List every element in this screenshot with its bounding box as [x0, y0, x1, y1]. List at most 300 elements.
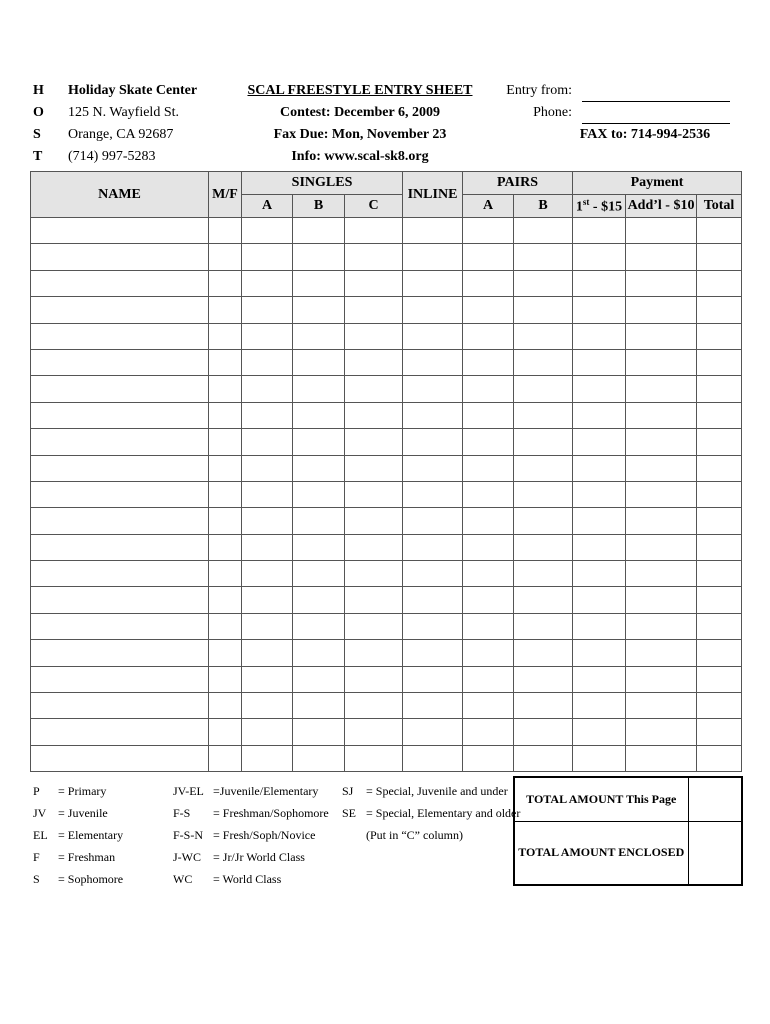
entry-cell[interactable]: [345, 349, 403, 375]
entry-cell[interactable]: [463, 297, 514, 323]
entry-cell[interactable]: [293, 587, 345, 613]
entry-cell[interactable]: [463, 349, 514, 375]
entry-cell[interactable]: [209, 666, 242, 692]
col-total: Total: [697, 195, 742, 218]
entry-cell[interactable]: [209, 587, 242, 613]
host-letter: S: [33, 127, 41, 142]
entry-cell[interactable]: [514, 719, 573, 745]
entry-cell[interactable]: [403, 719, 463, 745]
entry-cell[interactable]: [514, 402, 573, 428]
entry-cell[interactable]: [463, 666, 514, 692]
legend-desc: = Sophomore: [58, 872, 124, 886]
legend-codes-2: [173, 780, 213, 890]
host-letter: T: [33, 149, 43, 164]
entry-cell[interactable]: [345, 297, 403, 323]
entry-cell[interactable]: [697, 719, 742, 745]
entry-cell[interactable]: [293, 349, 345, 375]
entry-cell[interactable]: [345, 402, 403, 428]
entry-cell[interactable]: [514, 376, 573, 402]
entry-cell[interactable]: [242, 719, 293, 745]
entry-cell[interactable]: [626, 376, 697, 402]
host-letter: O: [33, 105, 44, 120]
entry-cell[interactable]: [463, 218, 514, 244]
entry-cell[interactable]: [345, 719, 403, 745]
entry-cell[interactable]: [31, 455, 209, 481]
entry-cell[interactable]: [573, 719, 626, 745]
entry-cell[interactable]: [403, 481, 463, 507]
legend-code: JV-EL: [173, 784, 204, 798]
entry-cell[interactable]: [293, 481, 345, 507]
entry-cell[interactable]: [463, 270, 514, 296]
entry-row: [31, 376, 742, 402]
entry-row: [31, 666, 742, 692]
entry-cell[interactable]: [697, 270, 742, 296]
entry-cell[interactable]: [514, 297, 573, 323]
col-singles-a: A: [242, 195, 293, 218]
entry-cell[interactable]: [209, 534, 242, 560]
entry-cell[interactable]: [573, 455, 626, 481]
entry-cell[interactable]: [463, 587, 514, 613]
entry-cell[interactable]: [31, 244, 209, 270]
entry-cell[interactable]: [345, 561, 403, 587]
entry-cell[interactable]: [697, 429, 742, 455]
totals-box: [513, 776, 743, 886]
entry-cell[interactable]: [514, 534, 573, 560]
entry-cell[interactable]: [626, 666, 697, 692]
legend-code: P: [33, 784, 40, 798]
entry-cell[interactable]: [626, 270, 697, 296]
entry-cell[interactable]: [293, 534, 345, 560]
entry-cell[interactable]: [697, 613, 742, 639]
entry-cell[interactable]: [242, 534, 293, 560]
entry-cell[interactable]: [31, 297, 209, 323]
legend-code: [342, 824, 364, 846]
entry-cell[interactable]: [293, 455, 345, 481]
entry-cell[interactable]: [209, 561, 242, 587]
entry-cell[interactable]: [573, 218, 626, 244]
entry-cell[interactable]: [514, 244, 573, 270]
entry-cell[interactable]: [293, 218, 345, 244]
entry-cell[interactable]: [403, 297, 463, 323]
entry-cell[interactable]: [242, 376, 293, 402]
entry-cell[interactable]: [463, 745, 514, 771]
entry-cell[interactable]: [31, 508, 209, 534]
legend-code: F: [33, 850, 40, 864]
legend-codes-1: [33, 780, 53, 890]
entry-row: [31, 481, 742, 507]
entry-cell[interactable]: [697, 587, 742, 613]
entry-cell[interactable]: [345, 587, 403, 613]
entry-row: [31, 640, 742, 666]
legend-desc-2: [213, 780, 338, 890]
entry-cell[interactable]: [293, 745, 345, 771]
total-this-page-label: TOTAL AMOUNT This Page: [514, 777, 688, 821]
entry-cell[interactable]: [463, 640, 514, 666]
entry-cell[interactable]: [463, 323, 514, 349]
entry-cell[interactable]: [403, 587, 463, 613]
entry-cell[interactable]: [403, 613, 463, 639]
entry-row: [31, 244, 742, 270]
entry-cell[interactable]: [293, 270, 345, 296]
entry-cell[interactable]: [209, 323, 242, 349]
entry-row: [31, 693, 742, 719]
entry-cell[interactable]: [31, 349, 209, 375]
entry-cell[interactable]: [697, 561, 742, 587]
entry-cell[interactable]: [31, 218, 209, 244]
legend-desc: = Juvenile: [58, 806, 108, 820]
entry-cell[interactable]: [626, 218, 697, 244]
entry-cell[interactable]: [626, 349, 697, 375]
host-street: 125 N. Wayfield St.: [68, 105, 179, 120]
entry-cell[interactable]: [573, 481, 626, 507]
entry-cell[interactable]: [31, 745, 209, 771]
entry-cell[interactable]: [626, 244, 697, 270]
entry-cell[interactable]: [463, 244, 514, 270]
entry-cell[interactable]: [31, 429, 209, 455]
entry-cell[interactable]: [242, 613, 293, 639]
entry-cell[interactable]: [573, 270, 626, 296]
entry-rows: [31, 218, 742, 772]
entry-labels: [480, 80, 572, 124]
entry-cell[interactable]: [209, 402, 242, 428]
entry-cell[interactable]: [626, 640, 697, 666]
entry-cell[interactable]: [463, 534, 514, 560]
entry-cell[interactable]: [242, 455, 293, 481]
entry-cell[interactable]: [345, 666, 403, 692]
sheet-heading: [230, 80, 490, 168]
entry-cell[interactable]: [293, 376, 345, 402]
entry-cell[interactable]: [626, 297, 697, 323]
entry-cell[interactable]: [514, 508, 573, 534]
entry-row: [31, 218, 742, 244]
entry-cell[interactable]: [514, 481, 573, 507]
entry-lines: [582, 80, 730, 124]
legend-code: SJ: [342, 784, 354, 798]
entry-cell[interactable]: [31, 376, 209, 402]
entry-cell[interactable]: [697, 455, 742, 481]
entry-cell[interactable]: [293, 561, 345, 587]
legend-desc: = Freshman: [58, 850, 116, 864]
entry-cell[interactable]: [626, 481, 697, 507]
entry-row: [31, 270, 742, 296]
entry-cell[interactable]: [697, 693, 742, 719]
entry-cell[interactable]: [573, 534, 626, 560]
entry-cell[interactable]: [514, 745, 573, 771]
entry-cell[interactable]: [242, 508, 293, 534]
entry-cell[interactable]: [293, 429, 345, 455]
entry-cell[interactable]: [697, 349, 742, 375]
entry-cell[interactable]: [293, 508, 345, 534]
entry-cell[interactable]: [514, 349, 573, 375]
entry-cell[interactable]: [209, 693, 242, 719]
entry-cell[interactable]: [463, 561, 514, 587]
entry-cell[interactable]: [345, 508, 403, 534]
entry-cell[interactable]: [514, 429, 573, 455]
entry-cell[interactable]: [345, 613, 403, 639]
col-payment: Payment: [573, 172, 742, 195]
entry-cell[interactable]: [573, 587, 626, 613]
entry-cell[interactable]: [697, 244, 742, 270]
entry-cell[interactable]: [626, 745, 697, 771]
entry-cell[interactable]: [209, 376, 242, 402]
total-enclosed-field[interactable]: [688, 821, 742, 885]
entry-cell[interactable]: [573, 402, 626, 428]
entry-cell[interactable]: [209, 508, 242, 534]
entry-cell[interactable]: [514, 640, 573, 666]
entry-cell[interactable]: [345, 455, 403, 481]
entry-cell[interactable]: [242, 270, 293, 296]
entry-cell[interactable]: [573, 349, 626, 375]
entry-cell[interactable]: [403, 455, 463, 481]
entry-cell[interactable]: [573, 561, 626, 587]
entry-cell[interactable]: [31, 402, 209, 428]
entry-cell[interactable]: [293, 402, 345, 428]
entry-cell[interactable]: [403, 534, 463, 560]
entry-cell[interactable]: [209, 270, 242, 296]
col-first-fee: 1st - $15: [573, 195, 626, 218]
legend-code: J-WC: [173, 850, 201, 864]
entry-cell[interactable]: [31, 561, 209, 587]
entry-cell[interactable]: [242, 323, 293, 349]
entry-cell[interactable]: [293, 613, 345, 639]
entry-cell[interactable]: [209, 218, 242, 244]
fax-number: FAX to: 714-994-2536: [579, 127, 711, 142]
entry-cell[interactable]: [626, 719, 697, 745]
entry-cell[interactable]: [31, 323, 209, 349]
entry-cell[interactable]: [293, 693, 345, 719]
entry-row: [31, 429, 742, 455]
legend-code: S: [33, 872, 40, 886]
entry-cell[interactable]: [463, 429, 514, 455]
col-singles: SINGLES: [242, 172, 403, 195]
entry-cell[interactable]: [403, 402, 463, 428]
entry-cell[interactable]: [573, 508, 626, 534]
entry-cell[interactable]: [293, 244, 345, 270]
entry-cell[interactable]: [242, 402, 293, 428]
entry-cell[interactable]: [209, 429, 242, 455]
total-this-page-field[interactable]: [688, 777, 742, 821]
entry-cell[interactable]: [209, 745, 242, 771]
legend-code: JV: [33, 806, 47, 820]
entry-cell[interactable]: [573, 297, 626, 323]
entry-cell[interactable]: [463, 613, 514, 639]
entry-cell[interactable]: [31, 587, 209, 613]
legend-code: F-S: [173, 806, 191, 820]
legend-desc: = Elementary: [58, 828, 124, 842]
entry-cell[interactable]: [697, 297, 742, 323]
entry-cell[interactable]: [403, 323, 463, 349]
entry-cell[interactable]: [626, 534, 697, 560]
entry-cell[interactable]: [514, 270, 573, 296]
entry-cell[interactable]: [697, 402, 742, 428]
entry-row: [31, 561, 742, 587]
entry-cell[interactable]: [514, 693, 573, 719]
entry-cell[interactable]: [242, 349, 293, 375]
phone-field[interactable]: [582, 102, 730, 124]
entry-cell[interactable]: [463, 508, 514, 534]
entry-cell[interactable]: [242, 429, 293, 455]
entry-cell[interactable]: [626, 402, 697, 428]
entry-cell[interactable]: [403, 218, 463, 244]
entry-cell[interactable]: [31, 640, 209, 666]
entry-cell[interactable]: [514, 455, 573, 481]
entry-cell[interactable]: [626, 561, 697, 587]
entry-from-field[interactable]: [582, 80, 730, 102]
entry-from-label: Entry from:: [506, 83, 572, 98]
entry-cell[interactable]: [573, 323, 626, 349]
entry-cell[interactable]: [242, 693, 293, 719]
entry-cell[interactable]: [293, 666, 345, 692]
entry-cell[interactable]: [242, 561, 293, 587]
host-phone: (714) 997-5283: [68, 149, 156, 164]
entry-cell[interactable]: [31, 613, 209, 639]
entry-cell[interactable]: [209, 244, 242, 270]
entry-cell[interactable]: [697, 323, 742, 349]
entry-cell[interactable]: [345, 534, 403, 560]
legend-desc-1: [58, 780, 168, 890]
entry-cell[interactable]: [514, 323, 573, 349]
legend-codes-3: [342, 780, 364, 846]
legend-code: EL: [33, 828, 48, 842]
entry-cell[interactable]: [242, 218, 293, 244]
entry-cell[interactable]: [573, 640, 626, 666]
entry-cell[interactable]: [626, 323, 697, 349]
entry-row: [31, 534, 742, 560]
entry-cell[interactable]: [345, 376, 403, 402]
entry-cell[interactable]: [514, 587, 573, 613]
entry-cell[interactable]: [345, 429, 403, 455]
entry-cell[interactable]: [403, 640, 463, 666]
entry-cell[interactable]: [293, 297, 345, 323]
entry-cell[interactable]: [293, 719, 345, 745]
entry-cell[interactable]: [242, 481, 293, 507]
entry-cell[interactable]: [345, 745, 403, 771]
entry-cell[interactable]: [242, 666, 293, 692]
entry-cell[interactable]: [403, 561, 463, 587]
entry-cell[interactable]: [573, 429, 626, 455]
entry-cell[interactable]: [403, 745, 463, 771]
entry-cell[interactable]: [31, 270, 209, 296]
entry-cell[interactable]: [209, 640, 242, 666]
entry-cell[interactable]: [626, 693, 697, 719]
sheet-title: SCAL FREESTYLE ENTRY SHEET: [247, 83, 473, 98]
entry-cell[interactable]: [209, 297, 242, 323]
entry-cell[interactable]: [463, 402, 514, 428]
entry-cell[interactable]: [403, 244, 463, 270]
entry-cell[interactable]: [403, 693, 463, 719]
entry-cell[interactable]: [697, 666, 742, 692]
entry-cell[interactable]: [403, 508, 463, 534]
entry-cell[interactable]: [697, 640, 742, 666]
entry-cell[interactable]: [573, 693, 626, 719]
entry-cell[interactable]: [514, 613, 573, 639]
entry-cell[interactable]: [209, 349, 242, 375]
entry-cell[interactable]: [242, 244, 293, 270]
entry-cell[interactable]: [626, 455, 697, 481]
legend-code: F-S-N: [173, 828, 204, 842]
entry-cell[interactable]: [345, 481, 403, 507]
entry-cell[interactable]: [514, 561, 573, 587]
entry-cell[interactable]: [403, 666, 463, 692]
entry-cell[interactable]: [242, 297, 293, 323]
legend-code: WC: [173, 872, 193, 886]
entry-row: [31, 719, 742, 745]
entry-cell[interactable]: [463, 376, 514, 402]
entry-cell[interactable]: [697, 508, 742, 534]
entry-cell[interactable]: [293, 640, 345, 666]
entry-cell[interactable]: [345, 640, 403, 666]
entry-cell[interactable]: [573, 745, 626, 771]
fax-due: Fax Due: Mon, November 23: [273, 127, 447, 142]
entry-cell[interactable]: [403, 349, 463, 375]
entry-cell[interactable]: [463, 455, 514, 481]
entry-cell[interactable]: [573, 613, 626, 639]
entry-cell[interactable]: [626, 613, 697, 639]
entry-cell[interactable]: [514, 218, 573, 244]
entry-cell[interactable]: [697, 481, 742, 507]
entry-cell[interactable]: [463, 481, 514, 507]
info-url: Info: www.scal-sk8.org: [291, 149, 429, 164]
entry-cell[interactable]: [463, 719, 514, 745]
entry-cell[interactable]: [345, 323, 403, 349]
entry-cell[interactable]: [573, 244, 626, 270]
entry-cell[interactable]: [209, 613, 242, 639]
entry-cell[interactable]: [31, 693, 209, 719]
entry-cell[interactable]: [345, 244, 403, 270]
entry-cell[interactable]: [403, 429, 463, 455]
entry-cell[interactable]: [514, 666, 573, 692]
entry-cell[interactable]: [573, 376, 626, 402]
legend-desc: = Freshman/Sophomore: [213, 806, 329, 820]
entry-cell[interactable]: [31, 534, 209, 560]
entry-cell[interactable]: [697, 534, 742, 560]
entry-cell[interactable]: [242, 640, 293, 666]
entry-cell[interactable]: [626, 429, 697, 455]
legend-code: SE: [342, 806, 357, 820]
entry-cell[interactable]: [31, 719, 209, 745]
entry-cell[interactable]: [209, 719, 242, 745]
entry-row: [31, 455, 742, 481]
entry-cell[interactable]: [403, 270, 463, 296]
entry-cell[interactable]: [345, 218, 403, 244]
entry-row: [31, 323, 742, 349]
entry-cell[interactable]: [345, 270, 403, 296]
entry-cell[interactable]: [345, 693, 403, 719]
entry-row: [31, 297, 742, 323]
entry-cell[interactable]: [697, 218, 742, 244]
entry-cell[interactable]: [573, 666, 626, 692]
entry-cell[interactable]: [209, 481, 242, 507]
phone-label: Phone:: [533, 105, 572, 120]
entry-cell[interactable]: [697, 745, 742, 771]
entry-cell[interactable]: [242, 745, 293, 771]
entry-cell[interactable]: [293, 323, 345, 349]
col-singles-c: C: [345, 195, 403, 218]
entry-cell[interactable]: [242, 587, 293, 613]
entry-cell[interactable]: [626, 587, 697, 613]
entry-cell[interactable]: [403, 376, 463, 402]
entry-cell[interactable]: [626, 508, 697, 534]
entry-row: [31, 745, 742, 771]
legend-desc: = World Class: [213, 872, 282, 886]
entry-cell[interactable]: [463, 693, 514, 719]
entry-cell[interactable]: [31, 666, 209, 692]
entry-row: [31, 613, 742, 639]
entry-cell[interactable]: [697, 376, 742, 402]
entry-cell[interactable]: [209, 455, 242, 481]
legend-desc: =Juvenile/Elementary: [213, 784, 319, 798]
entry-cell[interactable]: [31, 481, 209, 507]
